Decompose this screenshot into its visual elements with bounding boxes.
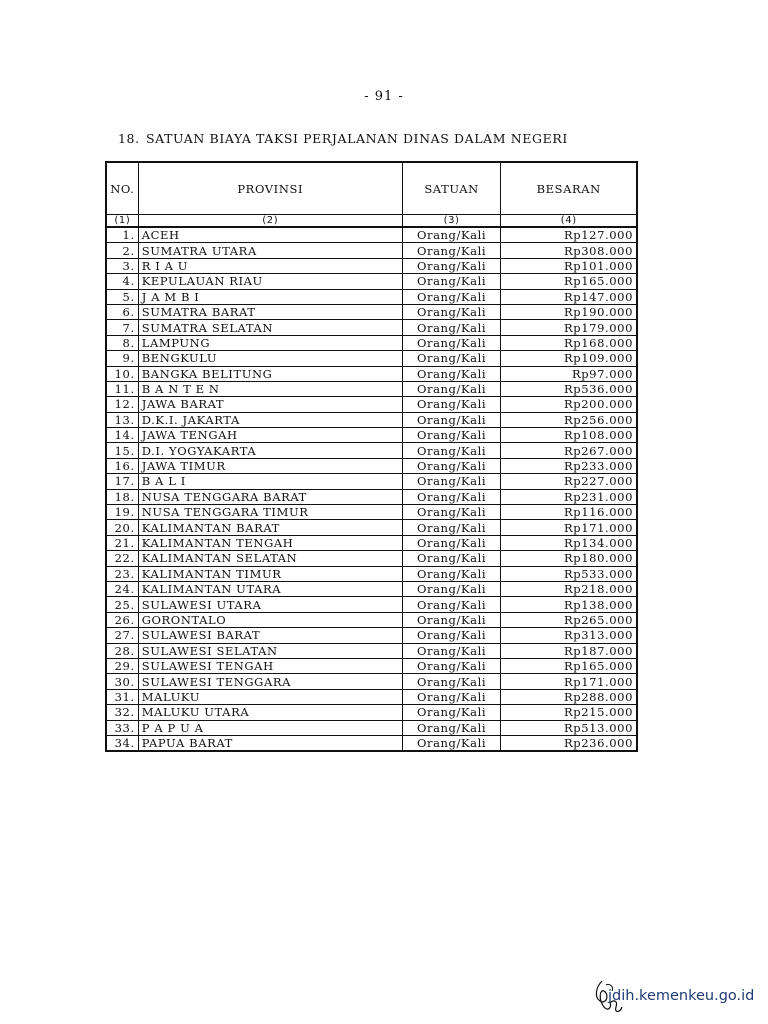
row-provinsi: SULAWESI TENGAH	[138, 658, 402, 673]
row-provinsi: SUMATRA UTARA	[138, 243, 402, 258]
row-besaran: Rp179.000	[501, 320, 637, 335]
row-number: 27.	[106, 628, 138, 643]
row-provinsi: LAMPUNG	[138, 335, 402, 350]
row-besaran: Rp168.000	[501, 335, 637, 350]
row-besaran: Rp109.000	[501, 351, 637, 366]
row-satuan: Orang/Kali	[402, 643, 501, 658]
table-row	[106, 612, 637, 627]
row-satuan: Orang/Kali	[402, 535, 501, 550]
row-satuan: Orang/Kali	[402, 735, 501, 751]
row-provinsi: SUMATRA BARAT	[138, 304, 402, 319]
row-number: 20.	[106, 520, 138, 535]
row-besaran: Rp190.000	[501, 304, 637, 319]
table-row	[106, 397, 637, 412]
header-besaran: BESARAN	[501, 162, 637, 215]
row-provinsi: BENGKULU	[138, 351, 402, 366]
table-row	[106, 289, 637, 304]
row-besaran: Rp313.000	[501, 628, 637, 643]
row-provinsi: JAWA TIMUR	[138, 458, 402, 473]
row-number: 26.	[106, 612, 138, 627]
row-number: 33.	[106, 720, 138, 735]
row-number: 21.	[106, 535, 138, 550]
row-besaran: Rp101.000	[501, 258, 637, 273]
row-satuan: Orang/Kali	[402, 581, 501, 596]
row-number: 8.	[106, 335, 138, 350]
row-number: 28.	[106, 643, 138, 658]
row-satuan: Orang/Kali	[402, 335, 501, 350]
row-satuan: Orang/Kali	[402, 381, 501, 396]
row-satuan: Orang/Kali	[402, 674, 501, 689]
row-satuan: Orang/Kali	[402, 412, 501, 427]
row-provinsi: D.I. YOGYAKARTA	[138, 443, 402, 458]
row-satuan: Orang/Kali	[402, 597, 501, 612]
row-number: 34.	[106, 735, 138, 751]
row-provinsi: JAWA BARAT	[138, 397, 402, 412]
row-provinsi: SULAWESI BARAT	[138, 628, 402, 643]
row-besaran: Rp536.000	[501, 381, 637, 396]
header-satuan: SATUAN	[402, 162, 501, 215]
table-row	[106, 689, 637, 704]
row-provinsi: B A N T E N	[138, 381, 402, 396]
row-besaran: Rp227.000	[501, 474, 637, 489]
table-row	[106, 320, 637, 335]
row-besaran: Rp138.000	[501, 597, 637, 612]
row-number: 3.	[106, 258, 138, 273]
row-satuan: Orang/Kali	[402, 705, 501, 720]
row-provinsi: GORONTALO	[138, 612, 402, 627]
row-besaran: Rp171.000	[501, 674, 637, 689]
row-satuan: Orang/Kali	[402, 227, 501, 243]
row-provinsi: P A P U A	[138, 720, 402, 735]
table-row	[106, 628, 637, 643]
row-number: 6.	[106, 304, 138, 319]
row-number: 30.	[106, 674, 138, 689]
row-provinsi: R I A U	[138, 258, 402, 273]
row-number: 9.	[106, 351, 138, 366]
row-provinsi: KALIMANTAN UTARA	[138, 581, 402, 596]
table-row	[106, 243, 637, 258]
row-besaran: Rp236.000	[501, 735, 637, 751]
table-row	[106, 674, 637, 689]
row-satuan: Orang/Kali	[402, 658, 501, 673]
row-besaran: Rp215.000	[501, 705, 637, 720]
table-row	[106, 505, 637, 520]
row-provinsi: KALIMANTAN SELATAN	[138, 551, 402, 566]
row-provinsi: KALIMANTAN TENGAH	[138, 535, 402, 550]
row-besaran: Rp218.000	[501, 581, 637, 596]
taxi-cost-table	[105, 161, 638, 752]
table-row	[106, 335, 637, 350]
row-besaran: Rp256.000	[501, 412, 637, 427]
row-number: 29.	[106, 658, 138, 673]
row-number: 22.	[106, 551, 138, 566]
row-number: 32.	[106, 705, 138, 720]
row-number: 23.	[106, 566, 138, 581]
table-row	[106, 274, 637, 289]
row-provinsi: KEPULAUAN RIAU	[138, 274, 402, 289]
column-index-3: (3)	[402, 215, 501, 228]
row-satuan: Orang/Kali	[402, 320, 501, 335]
row-provinsi: D.K.I. JAKARTA	[138, 412, 402, 427]
row-satuan: Orang/Kali	[402, 304, 501, 319]
row-number: 10.	[106, 366, 138, 381]
row-satuan: Orang/Kali	[402, 458, 501, 473]
row-number: 11.	[106, 381, 138, 396]
table-row	[106, 458, 637, 473]
row-provinsi: SULAWESI SELATAN	[138, 643, 402, 658]
row-provinsi: J A M B I	[138, 289, 402, 304]
row-satuan: Orang/Kali	[402, 258, 501, 273]
row-besaran: Rp288.000	[501, 689, 637, 704]
row-satuan: Orang/Kali	[402, 366, 501, 381]
section-title	[118, 131, 568, 146]
row-besaran: Rp533.000	[501, 566, 637, 581]
table-row	[106, 443, 637, 458]
row-number: 17.	[106, 474, 138, 489]
row-besaran: Rp97.000	[501, 366, 637, 381]
table-row	[106, 304, 637, 319]
footer-site-url[interactable]: jdih.kemenkeu.go.id	[608, 988, 755, 1004]
row-number: 25.	[106, 597, 138, 612]
table-row	[106, 258, 637, 273]
row-number: 2.	[106, 243, 138, 258]
row-number: 14.	[106, 428, 138, 443]
table-row	[106, 366, 637, 381]
row-besaran: Rp513.000	[501, 720, 637, 735]
row-besaran: Rp265.000	[501, 612, 637, 627]
row-provinsi: NUSA TENGGARA BARAT	[138, 489, 402, 504]
table-row	[106, 428, 637, 443]
row-number: 24.	[106, 581, 138, 596]
row-provinsi: SULAWESI TENGGARA	[138, 674, 402, 689]
row-provinsi: PAPUA BARAT	[138, 735, 402, 751]
row-besaran: Rp180.000	[501, 551, 637, 566]
row-number: 19.	[106, 505, 138, 520]
header-no: NO.	[106, 162, 138, 215]
row-provinsi: KALIMANTAN TIMUR	[138, 566, 402, 581]
row-number: 12.	[106, 397, 138, 412]
row-provinsi: KALIMANTAN BARAT	[138, 520, 402, 535]
column-index-1: (1)	[106, 215, 138, 228]
row-besaran: Rp165.000	[501, 274, 637, 289]
table-row	[106, 597, 637, 612]
row-provinsi: B A L I	[138, 474, 402, 489]
table-row	[106, 412, 637, 427]
row-besaran: Rp127.000	[501, 227, 637, 243]
row-satuan: Orang/Kali	[402, 628, 501, 643]
row-satuan: Orang/Kali	[402, 274, 501, 289]
row-satuan: Orang/Kali	[402, 566, 501, 581]
table-row	[106, 535, 637, 550]
table-row	[106, 381, 637, 396]
row-besaran: Rp171.000	[501, 520, 637, 535]
row-satuan: Orang/Kali	[402, 720, 501, 735]
row-provinsi: JAWA TENGAH	[138, 428, 402, 443]
table-row	[106, 474, 637, 489]
row-satuan: Orang/Kali	[402, 351, 501, 366]
row-number: 13.	[106, 412, 138, 427]
row-provinsi: NUSA TENGGARA TIMUR	[138, 505, 402, 520]
row-number: 16.	[106, 458, 138, 473]
table-row	[106, 520, 637, 535]
row-satuan: Orang/Kali	[402, 551, 501, 566]
table-row	[106, 351, 637, 366]
row-provinsi: SULAWESI UTARA	[138, 597, 402, 612]
row-number: 4.	[106, 274, 138, 289]
table-row	[106, 720, 637, 735]
row-provinsi: MALUKU UTARA	[138, 705, 402, 720]
row-number: 5.	[106, 289, 138, 304]
table-row	[106, 489, 637, 504]
row-satuan: Orang/Kali	[402, 520, 501, 535]
row-provinsi: BANGKA BELITUNG	[138, 366, 402, 381]
table-row	[106, 705, 637, 720]
table-row	[106, 735, 637, 751]
header-provinsi: PROVINSI	[138, 162, 402, 215]
row-besaran: Rp147.000	[501, 289, 637, 304]
row-number: 1.	[106, 227, 138, 243]
row-number: 7.	[106, 320, 138, 335]
table-row	[106, 581, 637, 596]
column-index-row	[106, 215, 637, 228]
row-provinsi: ACEH	[138, 227, 402, 243]
row-besaran: Rp108.000	[501, 428, 637, 443]
row-number: 18.	[106, 489, 138, 504]
row-satuan: Orang/Kali	[402, 505, 501, 520]
row-satuan: Orang/Kali	[402, 489, 501, 504]
table-row	[106, 551, 637, 566]
row-besaran: Rp200.000	[501, 397, 637, 412]
row-satuan: Orang/Kali	[402, 474, 501, 489]
row-satuan: Orang/Kali	[402, 689, 501, 704]
row-provinsi: SUMATRA SELATAN	[138, 320, 402, 335]
row-besaran: Rp165.000	[501, 658, 637, 673]
row-satuan: Orang/Kali	[402, 397, 501, 412]
section-number: 18.	[118, 131, 140, 146]
table-row	[106, 643, 637, 658]
row-provinsi: MALUKU	[138, 689, 402, 704]
row-satuan: Orang/Kali	[402, 289, 501, 304]
table-body	[106, 227, 637, 751]
row-satuan: Orang/Kali	[402, 428, 501, 443]
section-title-text: SATUAN BIAYA TAKSI PERJALANAN DINAS DALAM NEGERI	[146, 131, 568, 146]
row-satuan: Orang/Kali	[402, 612, 501, 627]
row-number: 31.	[106, 689, 138, 704]
row-besaran: Rp231.000	[501, 489, 637, 504]
row-besaran: Rp267.000	[501, 443, 637, 458]
row-besaran: Rp116.000	[501, 505, 637, 520]
row-besaran: Rp233.000	[501, 458, 637, 473]
row-besaran: Rp187.000	[501, 643, 637, 658]
column-index-2: (2)	[138, 215, 402, 228]
table-header-row	[106, 162, 637, 215]
table-row	[106, 566, 637, 581]
row-satuan: Orang/Kali	[402, 443, 501, 458]
row-besaran: Rp308.000	[501, 243, 637, 258]
column-index-4: (4)	[501, 215, 637, 228]
table-row	[106, 227, 637, 243]
table-row	[106, 658, 637, 673]
row-satuan: Orang/Kali	[402, 243, 501, 258]
row-besaran: Rp134.000	[501, 535, 637, 550]
row-number: 15.	[106, 443, 138, 458]
page-number: - 91 -	[364, 89, 404, 104]
